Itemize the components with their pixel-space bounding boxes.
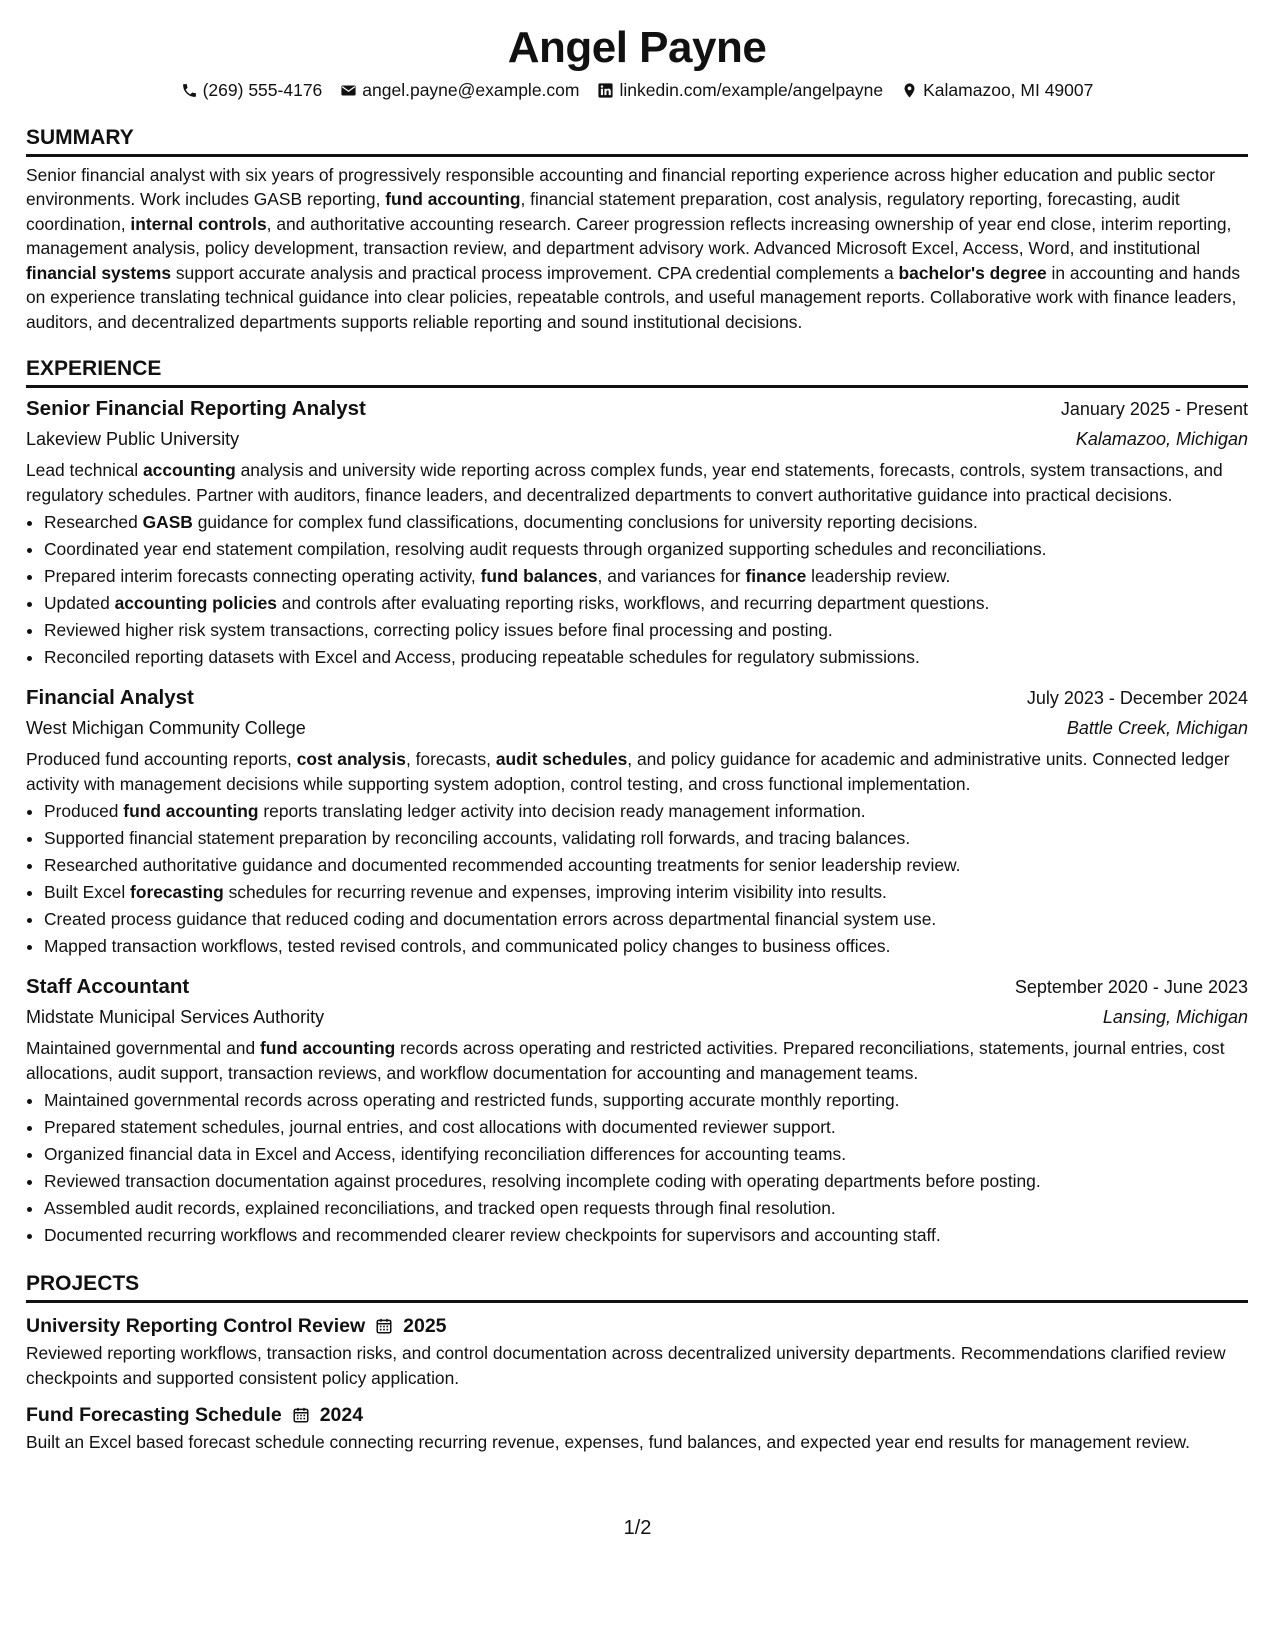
text-run: records across operating and restricted activities. Prepared reconciliations, statements, journal entries, cost allocations, audit support, transaction reviews, and workflow documentation for accounting and management teams. bbox=[26, 1038, 1225, 1083]
bullet-item bbox=[44, 590, 1248, 617]
contact-phone bbox=[181, 78, 323, 103]
bold-keyword: fund accounting bbox=[259, 1038, 396, 1058]
text-run: Researched authoritative guidance and documented recommended accounting treatments for senior leadership review. bbox=[44, 855, 961, 875]
linkedin-text[interactable]: linkedin.com/example/angelpayne bbox=[619, 80, 884, 100]
phone-icon bbox=[181, 82, 198, 99]
bullet-item bbox=[44, 879, 1248, 906]
text-run: Maintained governmental records across operating and restricted funds, supporting accurate monthly reporting. bbox=[44, 1090, 900, 1110]
bold-keyword: finance bbox=[745, 566, 807, 586]
text-run: Coordinated year end statement compilation, resolving audit requests through organized supporting schedules and reconciliations. bbox=[44, 539, 1047, 559]
bold-keyword: fund accounting bbox=[123, 801, 259, 821]
job-dates: January 2025 - Present bbox=[1060, 399, 1248, 419]
job-location: Battle Creek, Michigan bbox=[1066, 718, 1248, 738]
text-run: Lead technical bbox=[26, 460, 143, 480]
job-description bbox=[26, 458, 1248, 507]
experience-section bbox=[26, 356, 1248, 1249]
job-bullets bbox=[26, 509, 1248, 671]
job-bullets bbox=[26, 798, 1248, 960]
bullet-item bbox=[44, 933, 1248, 960]
project-title: Fund Forecasting Schedule bbox=[26, 1404, 282, 1426]
summary-text bbox=[26, 163, 1248, 335]
job-organization: West Michigan Community College bbox=[26, 718, 306, 738]
contact-email[interactable] bbox=[340, 78, 579, 103]
bullet-item bbox=[44, 1195, 1248, 1222]
bullet-item bbox=[44, 852, 1248, 879]
summary-section bbox=[26, 125, 1248, 335]
text-run: guidance for complex fund classifications, documenting conclusions for university reporting decisions. bbox=[192, 512, 978, 532]
job-description bbox=[26, 1036, 1248, 1085]
job-organization: Lakeview Public University bbox=[26, 429, 240, 449]
bullet-item bbox=[44, 1114, 1248, 1141]
job-entry bbox=[26, 394, 1248, 671]
bullet-item bbox=[44, 617, 1248, 644]
text-run: Maintained governmental and bbox=[26, 1038, 260, 1058]
contact-location bbox=[901, 78, 1093, 103]
job-location: Lansing, Michigan bbox=[1102, 1007, 1248, 1027]
text-run: Updated bbox=[44, 593, 115, 613]
calendar-icon bbox=[375, 1317, 393, 1335]
bullet-item bbox=[44, 1087, 1248, 1114]
bold-keyword: GASB bbox=[142, 512, 193, 532]
bullet-item bbox=[44, 798, 1248, 825]
project-description: Reviewed reporting workflows, transaction risks, and control documentation across decentralized university departments. Recommendations clarified review checkpoints and supported consistent policy application. bbox=[26, 1343, 1226, 1388]
bold-keyword: cost analysis bbox=[296, 749, 406, 769]
project-year: 2025 bbox=[403, 1315, 447, 1337]
text-run: Researched bbox=[44, 512, 143, 532]
bullet-item bbox=[44, 563, 1248, 590]
text-run: , forecasts, bbox=[405, 749, 496, 769]
text-run: Assembled audit records, explained reconciliations, and tracked open requests through final resolution. bbox=[44, 1198, 836, 1218]
text-run: support accurate analysis and practical process improvement. CPA credential complements a bbox=[171, 262, 899, 283]
bold-keyword: financial systems bbox=[26, 262, 171, 283]
section-title-experience: EXPERIENCE bbox=[26, 356, 1248, 388]
resume-page bbox=[26, 22, 1248, 1455]
job-location: Kalamazoo, Michigan bbox=[1075, 429, 1248, 449]
text-run: Reviewed higher risk system transactions, correcting policy issues before final processing and posting. bbox=[44, 620, 833, 640]
job-dates: September 2020 - June 2023 bbox=[1014, 977, 1248, 997]
bold-keyword: forecasting bbox=[130, 882, 224, 902]
text-run: schedules for recurring revenue and expenses, improving interim visibility into results. bbox=[223, 882, 887, 902]
bold-keyword: audit schedules bbox=[495, 749, 628, 769]
bullet-item bbox=[44, 1168, 1248, 1195]
project-entry bbox=[26, 1311, 1248, 1390]
job-description bbox=[26, 747, 1248, 796]
text-run: Senior financial analyst with six years of progressively responsible accounting and financial reporting experience across higher education and public sector environments. Work includes GASB reporting, bbox=[26, 164, 1216, 209]
text-run: Prepared interim forecasts connecting operating activity, bbox=[44, 566, 481, 586]
candidate-name: Angel Payne bbox=[507, 23, 767, 72]
text-run: Mapped transaction workflows, tested revised controls, and communicated policy changes to business offices. bbox=[44, 936, 891, 956]
bold-keyword: fund accounting bbox=[385, 189, 521, 209]
text-run: reports translating ledger activity into decision ready management information. bbox=[258, 801, 866, 821]
text-run: Reconciled reporting datasets with Excel and Access, producing repeatable schedules for regulatory submissions. bbox=[44, 647, 920, 667]
project-description: Built an Excel based forecast schedule connecting recurring revenue, expenses, fund balances, and expected year end results for management review. bbox=[26, 1432, 1190, 1452]
page-number: 1/2 bbox=[623, 1517, 652, 1539]
bold-keyword: fund balances bbox=[480, 566, 598, 586]
text-run: , and authoritative accounting research. Career progression reflects increasing ownership of year end close, interim reporting, management analysis, policy development, transaction review, and department advisory work. Advanced Microsoft Excel, Access, Word, and institutional bbox=[26, 213, 1232, 258]
location-text: Kalamazoo, MI 49007 bbox=[923, 80, 1094, 100]
text-run: , financial statement preparation, cost analysis, regulatory reporting, forecasting, audit coordination, bbox=[26, 189, 1180, 234]
job-entry bbox=[26, 972, 1248, 1249]
job-title: Staff Accountant bbox=[26, 975, 190, 998]
contact-bar bbox=[26, 78, 1248, 103]
job-organization: Midstate Municipal Services Authority bbox=[26, 1007, 325, 1027]
text-run: in accounting and hands on experience translating technical guidance into clear policies, repeatable controls, and useful management reports. Collaborative work with finance leaders, auditors, and decentralized departments supports reliable reporting and sound institutional decisions. bbox=[26, 262, 1241, 332]
bold-keyword: bachelor's degree bbox=[898, 262, 1047, 283]
bold-keyword: accounting bbox=[143, 460, 236, 480]
text-run: , and variances for bbox=[597, 566, 746, 586]
text-run: Produced bbox=[44, 801, 124, 821]
project-year: 2024 bbox=[319, 1404, 364, 1426]
text-run: leadership review. bbox=[806, 566, 951, 586]
text-run: Created process guidance that reduced coding and documentation errors across departmental financial system use. bbox=[44, 909, 937, 929]
section-title-projects: PROJECTS bbox=[26, 1271, 1248, 1303]
linkedin-icon bbox=[597, 82, 614, 99]
text-run: , and policy guidance for academic and administrative units. Connected ledger activity with management decisions while supporting system adoption, control testing, and cross functional implementation. bbox=[26, 749, 1230, 794]
bullet-item bbox=[44, 906, 1248, 933]
project-entry bbox=[26, 1400, 1248, 1455]
email-text[interactable]: angel.payne@example.com bbox=[362, 80, 580, 100]
text-run: analysis and university wide reporting across complex funds, year end statements, forecasts, controls, system transactions, and regulatory schedules. Partner with auditors, finance leaders, and decentralized departments to convert authoritative guidance into practical decisions. bbox=[26, 460, 1223, 505]
text-run: Supported financial statement preparation by reconciling accounts, validating roll forwards, and tracing balances. bbox=[44, 828, 911, 848]
job-title: Financial Analyst bbox=[26, 686, 194, 709]
bullet-item bbox=[44, 825, 1248, 852]
job-dates: July 2023 - December 2024 bbox=[1026, 688, 1248, 708]
job-entry bbox=[26, 683, 1248, 960]
text-run: Built Excel bbox=[44, 882, 131, 902]
phone-text: (269) 555-4176 bbox=[202, 80, 323, 100]
project-title: University Reporting Control Review bbox=[26, 1315, 366, 1337]
text-run: Produced fund accounting reports, bbox=[26, 749, 297, 769]
bold-keyword: internal controls bbox=[130, 213, 267, 234]
text-run: Reviewed transaction documentation against procedures, resolving incomplete coding with operating departments before posting. bbox=[44, 1171, 1041, 1191]
job-title: Senior Financial Reporting Analyst bbox=[26, 397, 366, 420]
bullet-item bbox=[44, 644, 1248, 671]
envelope-icon bbox=[340, 82, 357, 99]
bullet-item bbox=[44, 1222, 1248, 1249]
text-run: Documented recurring workflows and recommended clearer review checkpoints for supervisors and accounting staff. bbox=[44, 1225, 941, 1245]
bold-keyword: accounting policies bbox=[114, 593, 277, 613]
map-pin-icon bbox=[901, 82, 918, 99]
text-run: and controls after evaluating reporting risks, workflows, and recurring department questions. bbox=[276, 593, 990, 613]
text-run: Organized financial data in Excel and Access, identifying reconciliation differences for accounting teams. bbox=[44, 1144, 847, 1164]
bullet-item bbox=[44, 509, 1248, 536]
contact-linkedin[interactable] bbox=[597, 78, 883, 103]
calendar-icon bbox=[292, 1406, 310, 1424]
bullet-item bbox=[44, 536, 1248, 563]
job-bullets bbox=[26, 1087, 1248, 1249]
text-run: Prepared statement schedules, journal entries, and cost allocations with documented reviewer support. bbox=[44, 1117, 836, 1137]
projects-section bbox=[26, 1271, 1248, 1455]
bullet-item bbox=[44, 1141, 1248, 1168]
section-title-summary: SUMMARY bbox=[26, 125, 1248, 157]
